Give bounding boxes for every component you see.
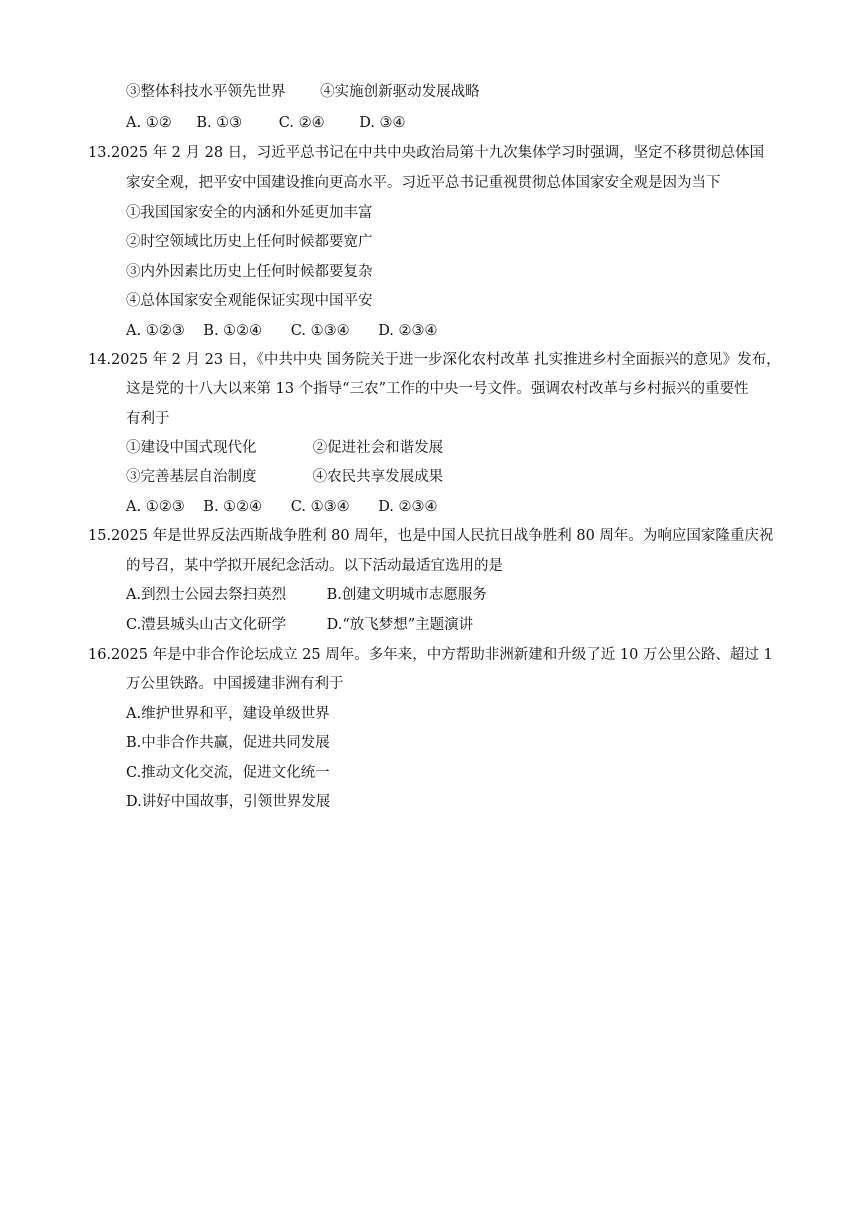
q13-answer-b: B. ①②④ [203, 323, 263, 339]
q15-option-d: D.“放飞梦想”主题演讲 [326, 617, 474, 633]
q14-answers [126, 497, 438, 517]
q16-option-d: D.讲好中国故事，引领世界发展 [126, 794, 331, 810]
q13-stem-line-1: 13.2025 年 2 月 28 日，习近平总书记在中共中央政治局第十九次集体学习时强调，坚定不移贯彻总体国 [88, 145, 765, 161]
q13-answers [126, 321, 438, 341]
q12-answer-b: B. ①③ [196, 115, 243, 131]
q16-option-b: B.中非合作共赢，促进共同发展 [126, 735, 330, 751]
q14-items-row-2 [126, 467, 443, 487]
q13-item-1: ①我国国家安全的内涵和外延更加丰富 [126, 205, 373, 221]
q15-stem-line-2: 的号召，某中学拟开展纪念活动。以下活动最适宜选用的是 [126, 558, 503, 574]
q13-answer-c: C. ①③④ [290, 323, 350, 339]
q12-answers [126, 113, 406, 133]
q13-stem-line-2: 家安全观，把平安中国建设推向更高水平。习近平总书记重视贯彻总体国家安全观是因为当下 [126, 175, 721, 191]
q13-item-4: ④总体国家安全观能保证实现中国平安 [126, 293, 373, 309]
q16-stem-line-1: 16.2025 年是中非合作论坛成立 25 周年。多年来，中方帮助非洲新建和升级了近 10 万公里公路、超过 1 [88, 647, 773, 663]
q14-stem-line-3: 有利于 [126, 411, 170, 427]
q15-option-b: B.创建文明城市志愿服务 [326, 587, 487, 603]
q14-answer-a: A. ①②③ [126, 499, 185, 515]
q13-answer-d: D. ②③④ [378, 323, 438, 339]
q14-answer-c: C. ①③④ [290, 499, 350, 515]
q14-answer-b: B. ①②④ [203, 499, 263, 515]
q14-items-row-1 [126, 438, 443, 458]
q14-item-4: ④农民共享发展成果 [312, 469, 444, 485]
q12-option-3: ③整体科技水平领先世界 [126, 84, 286, 100]
q14-answer-d: D. ②③④ [378, 499, 438, 515]
q14-item-2: ②促进社会和谐发展 [312, 440, 444, 456]
q12-options-line [126, 82, 480, 102]
q14-item-1: ①建设中国式现代化 [126, 440, 257, 456]
q13-item-2: ②时空领域比历史上任何时候都要宽广 [126, 234, 373, 250]
q16-option-a: A.维护世界和平，建设单级世界 [126, 706, 330, 722]
q12-answer-a: A. ①② [126, 115, 172, 131]
q14-stem-line-2: 这是党的十八大以来第 13 个指导“三农”工作的中央一号文件。强调农村改革与乡村振兴的重要性 [126, 381, 749, 397]
q16-stem-line-2: 万公里铁路。中国援建非洲有利于 [126, 676, 344, 692]
q13-item-3: ③内外因素比历史上任何时候都要复杂 [126, 264, 373, 280]
q15-option-a: A.到烈士公园去祭扫英烈 [126, 587, 287, 603]
q15-option-c: C.澧县城头山古文化研学 [126, 617, 287, 633]
q12-answer-d: D. ③④ [359, 115, 406, 131]
q14-item-3: ③完善基层自治制度 [126, 469, 257, 485]
q15-stem-line-1: 15.2025 年是世界反法西斯战争胜利 80 周年，也是中国人民抗日战争胜利 80 周年。为响应国家隆重庆祝 [88, 528, 774, 544]
q14-stem-line-1: 14.2025 年 2 月 23 日，《中共中央 国务院关于进一步深化农村改革 扎实推进乡村全面振兴的意见》发布， [88, 352, 781, 368]
q15-options-row-1 [126, 585, 487, 605]
q12-answer-c: C. ②④ [278, 115, 325, 131]
q12-option-4: ④实施创新驱动发展战略 [320, 84, 480, 100]
q15-options-row-2 [126, 615, 473, 635]
q16-option-c: C.推动文化交流，促进文化统一 [126, 765, 330, 781]
q13-answer-a: A. ①②③ [126, 323, 185, 339]
